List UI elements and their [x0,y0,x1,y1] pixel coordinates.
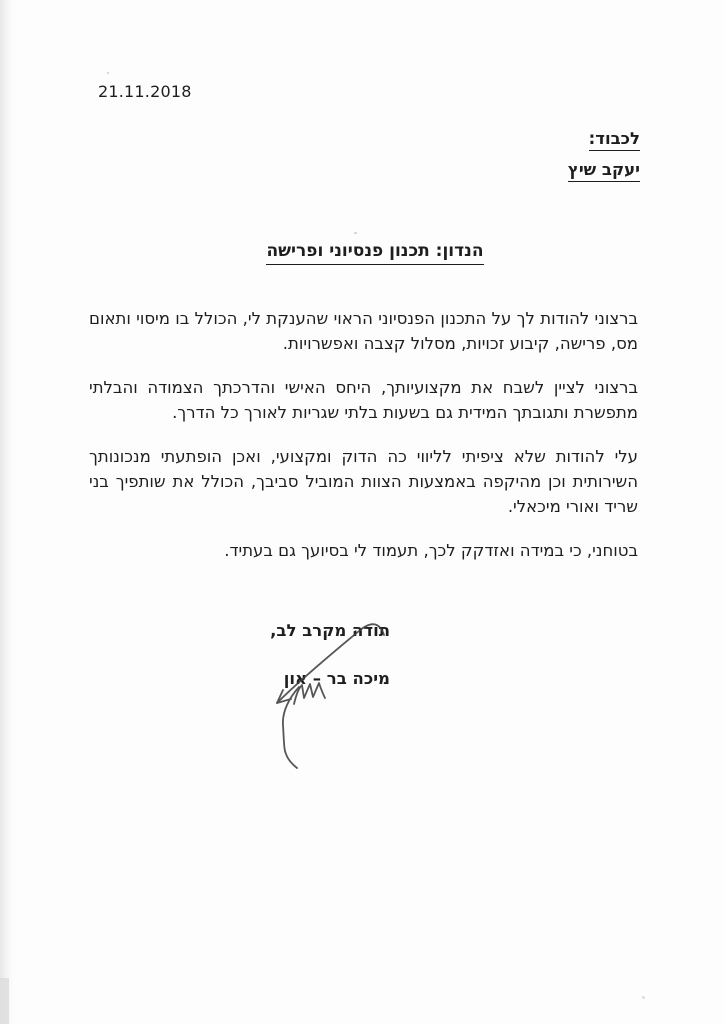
body-paragraph: ברצוני להודות לך על התכנון הפנסיוני הראוי שהענקת לי, הכולל בו מיסוי ותאום מס, פרישה, קיבוע זכויות, מסלול קצבה ואפשרויות. [89,309,638,353]
letter-body [89,306,638,582]
scan-speck [642,996,645,999]
body-paragraph: עלי להודות שלא ציפיתי לליווי כה הדוק ומקצועי, ואכן הופתעתי מנכונותך השירותית וכן מהיקפה באמצעות הצוות המוביל סביבך, הכולל את שותפיך בני שריד ואורי מיכאלי. [89,447,638,516]
letter-date: 21.11.2018 [98,82,192,101]
addressee-name: יעקב שיץ [568,160,640,182]
body-paragraph: ברצוני לציין לשבח את מקצועיותך, היחס האישי והדרכתך הצמודה והבלתי מתפשרת ותגובתך המידית גם בשעות בלתי שגריות לאורך כל הדרך. [89,378,638,422]
scanner-edge-shadow [0,978,9,1024]
subject-text: הנדון: תכנון פנסיוני ופרישה [266,241,483,265]
closing-line: תודה מקרב לב, [270,621,390,640]
addressee-label: לכבוד: [589,129,640,151]
scan-speck [354,232,357,234]
scanner-edge-artifact [0,0,13,1024]
scan-speck [107,72,109,74]
subject-line [26,241,724,265]
signer-name: מיכה בר – און [283,669,390,688]
addressee-block [568,129,640,182]
closing-block [270,620,390,689]
body-paragraph: בטוחני, כי במידה ואזדקק לכך, תעמוד לי בסיועך גם בעתיד. [224,541,638,560]
